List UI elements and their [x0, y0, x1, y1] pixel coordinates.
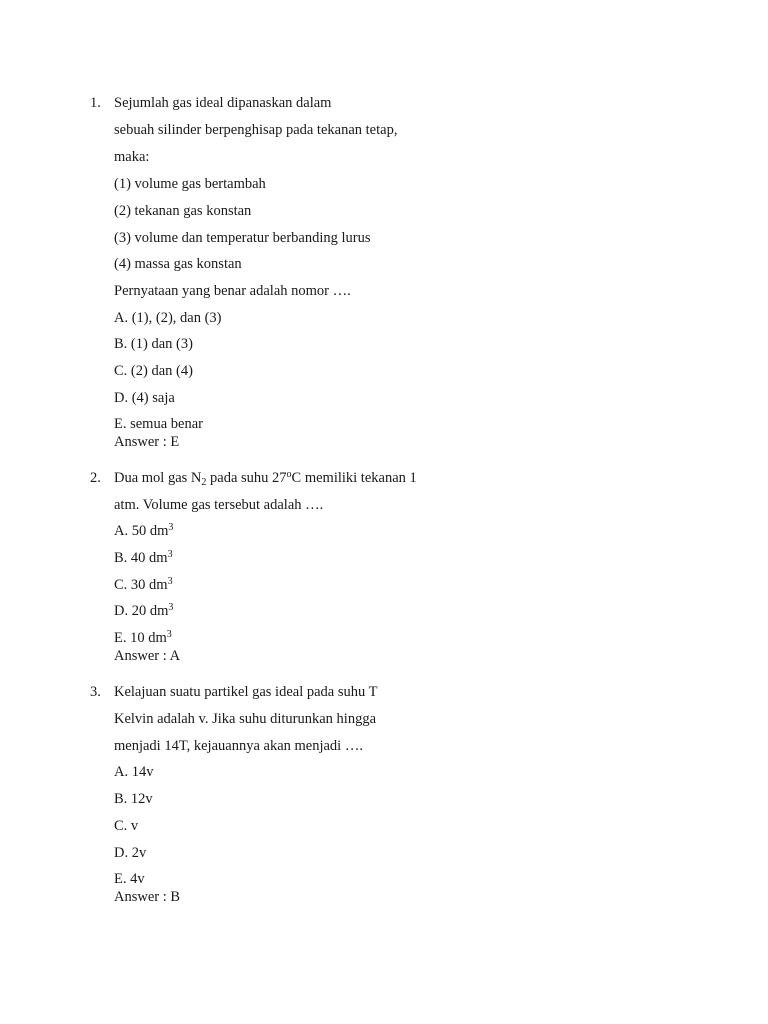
question-1-stem-line-2: sebuah silinder berpenghisap pada tekanan tetap,	[114, 122, 398, 138]
question-3-option-a: A. 14v	[114, 764, 154, 780]
question-3-stem-line-2: Kelvin adalah v. Jika suhu diturunkan hingga	[114, 711, 377, 727]
question-2-option-a: A. 50 $dm^3$	[114, 522, 174, 539]
question-3-answer: Answer : B	[114, 889, 181, 905]
question-3-option-b: B. 12v	[114, 791, 153, 807]
question-2-stem-line-1: Dua mol gas $N_2$ pada suhu 27$^o$C memiliki tekanan 1	[114, 469, 417, 488]
question-1-option-a: A. (1), (2), dan (3)	[114, 310, 222, 326]
question-2-option-b: B. 40 $dm^3$	[114, 549, 173, 566]
question-1-statement-3: (3) volume dan temperatur berbanding lurus	[114, 230, 371, 246]
question-1-statement-1: (1) volume gas bertambah	[114, 176, 266, 192]
question-1-prompt: Pernyataan yang benar adalah nomor ….	[114, 283, 351, 299]
question-3-option-c: C. v	[114, 818, 139, 834]
question-1-option-b: B. (1) dan (3)	[114, 336, 193, 352]
question-3-option-e: E. 4v	[114, 871, 145, 887]
question-1-stem-line-1: Sejumlah gas ideal dipanaskan dalam	[114, 95, 332, 111]
question-1-number: 1.	[90, 95, 101, 111]
question-1-option-e: E. semua benar	[114, 416, 203, 432]
question-1-option-d: D. (4) saja	[114, 390, 175, 406]
question-3-number: 3.	[90, 684, 101, 700]
question-3-stem-line-3: menjadi 14T, kejauannya akan menjadi ….	[114, 738, 363, 754]
question-2-option-c: C. 30 $dm^3$	[114, 576, 173, 593]
question-2-answer: Answer : A	[114, 648, 181, 664]
question-2-option-d: D. 20 $dm^3$	[114, 602, 174, 619]
question-1-statement-2: (2) tekanan gas konstan	[114, 203, 252, 219]
question-2-option-e: E. 10 $dm^3$	[114, 629, 172, 646]
question-2-stem-line-2: atm. Volume gas tersebut adalah ….	[114, 497, 324, 513]
question-1-option-c: C. (2) dan (4)	[114, 363, 193, 379]
question-2-number: 2.	[90, 470, 101, 486]
question-1-answer: Answer : E	[114, 434, 180, 450]
question-3-option-d: D. 2v	[114, 845, 147, 861]
question-3-stem-line-1: Kelajuan suatu partikel gas ideal pada suhu T	[114, 684, 378, 700]
question-1-stem-line-3: maka:	[114, 149, 150, 165]
question-1-statement-4: (4) massa gas konstan	[114, 256, 242, 272]
